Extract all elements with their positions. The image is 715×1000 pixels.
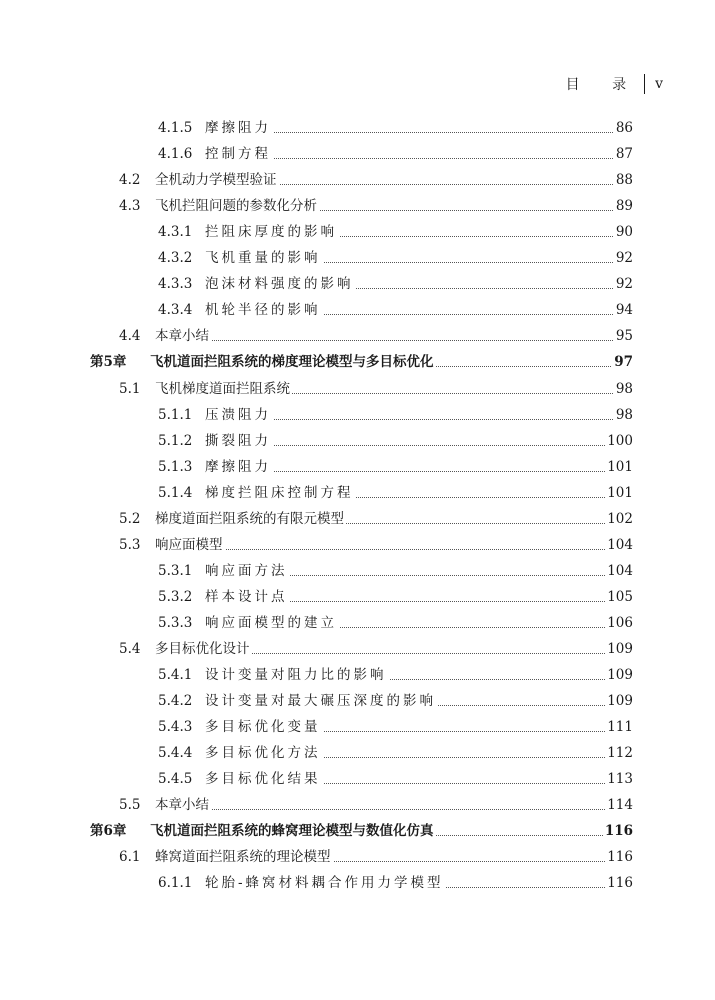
toc-chapter-entry bbox=[0, 820, 715, 842]
toc-entry-page: 109 bbox=[605, 664, 633, 686]
toc-entry bbox=[0, 716, 715, 738]
toc-entry-page: 102 bbox=[605, 508, 633, 530]
toc-entry bbox=[0, 638, 715, 660]
toc-entry bbox=[0, 482, 715, 504]
toc-entry-page: 92 bbox=[614, 247, 633, 269]
toc-entry-page: 101 bbox=[605, 456, 633, 478]
running-head-divider bbox=[644, 74, 645, 94]
dot-leader bbox=[155, 549, 625, 550]
toc-entry-number: 5.4.2 bbox=[158, 693, 193, 710]
toc-entry-number: 6.1 bbox=[119, 849, 141, 866]
toc-entry-page: 90 bbox=[614, 221, 633, 243]
toc-entry-title: 飞机梯度道面拦阻系统 bbox=[155, 378, 292, 400]
toc-entry-page: 100 bbox=[605, 430, 633, 452]
toc-entry-number: 5.3.2 bbox=[158, 588, 193, 605]
dot-leader bbox=[155, 340, 625, 341]
toc-entry bbox=[0, 846, 715, 868]
toc-entry-title: 响应面方法 bbox=[205, 560, 290, 582]
toc-entry-page: 89 bbox=[614, 195, 633, 217]
toc-entry bbox=[0, 664, 715, 686]
toc-entry bbox=[0, 430, 715, 452]
toc-entry-page: 98 bbox=[614, 378, 633, 400]
running-head-page-number: v bbox=[655, 76, 663, 92]
toc-entry-page: 105 bbox=[605, 586, 633, 608]
toc-entry-title: 飞机道面拦阻系统的梯度理论模型与多目标优化 bbox=[150, 351, 436, 373]
toc-entry-page: 116 bbox=[603, 820, 633, 842]
toc-entry-title: 设计变量对阻力比的影响 bbox=[205, 664, 389, 686]
toc-entry bbox=[0, 872, 715, 894]
toc-chapter-entry bbox=[0, 351, 715, 373]
toc-entry-page: 86 bbox=[614, 117, 633, 139]
toc-entry-title: 摩擦阻力 bbox=[205, 117, 273, 139]
toc-entry bbox=[0, 247, 715, 269]
toc-entry-number: 5.1.3 bbox=[158, 458, 193, 475]
toc-entry-title: 响应面模型 bbox=[155, 534, 225, 556]
toc-entry-title: 多目标优化设计 bbox=[155, 638, 252, 660]
toc-entry-title: 泡沫材料强度的影响 bbox=[205, 273, 356, 295]
toc-entry-page: 112 bbox=[605, 742, 633, 764]
toc-entry-number: 5.1.4 bbox=[158, 484, 193, 501]
toc-entry-page: 92 bbox=[614, 273, 633, 295]
toc-entry-title: 响应面模型的建立 bbox=[205, 612, 339, 634]
toc-entry-title: 多目标优化变量 bbox=[205, 716, 323, 738]
toc-entry-number: 5.2 bbox=[119, 510, 141, 527]
toc-entry-page: 106 bbox=[605, 612, 633, 634]
toc-entry-page: 116 bbox=[605, 846, 633, 868]
toc-entry-number: 4.3.1 bbox=[158, 224, 193, 241]
toc-entry-title: 设计变量对最大碾压深度的影响 bbox=[205, 690, 438, 712]
toc-entry-number: 5.5 bbox=[119, 797, 141, 814]
toc-entry-page: 109 bbox=[605, 690, 633, 712]
toc-entry-page: 113 bbox=[605, 768, 633, 790]
toc-entry-title: 样本设计点 bbox=[205, 586, 290, 608]
toc-entry-number: 5.1.1 bbox=[158, 406, 193, 423]
toc-entry bbox=[0, 325, 715, 347]
toc-entry-title: 拦阻床厚度的影响 bbox=[205, 221, 339, 243]
toc-entry-title: 本章小结 bbox=[155, 325, 211, 347]
toc-entry-number: 5.1.2 bbox=[158, 432, 193, 449]
toc-entry-page: 111 bbox=[605, 716, 633, 738]
toc-entry-number: 5.4.3 bbox=[158, 719, 193, 736]
toc-entry-number: 4.1.5 bbox=[158, 120, 193, 136]
toc-entry-number: 5.4 bbox=[119, 641, 141, 657]
toc-entry-number: 4.3 bbox=[119, 198, 141, 215]
toc-entry-number: 4.1.6 bbox=[158, 146, 193, 163]
toc-entry-title: 多目标优化结果 bbox=[205, 768, 323, 790]
running-head bbox=[566, 74, 663, 94]
toc-entry bbox=[0, 586, 715, 608]
toc-entry bbox=[0, 117, 715, 139]
toc-entry-page: 94 bbox=[614, 299, 633, 321]
toc-entry-title: 蜂窝道面拦阻系统的理论模型 bbox=[155, 846, 333, 868]
toc-entry-title: 本章小结 bbox=[155, 794, 211, 816]
toc-entry bbox=[0, 221, 715, 243]
toc-entry-number: 5.3.1 bbox=[158, 562, 193, 579]
toc-entry bbox=[0, 742, 715, 764]
toc-entry-page: 87 bbox=[614, 143, 633, 165]
toc-entry-title: 梯度拦阻床控制方程 bbox=[205, 482, 356, 504]
toc-entry-number: 4.3.4 bbox=[158, 302, 193, 319]
toc-entry-page: 101 bbox=[605, 482, 633, 504]
toc-entry-title: 机轮半径的影响 bbox=[205, 299, 323, 321]
toc-entry bbox=[0, 299, 715, 321]
toc-entry-page: 116 bbox=[605, 872, 633, 894]
toc-entry-number: 4.2 bbox=[119, 172, 141, 189]
toc-entry-title: 控制方程 bbox=[205, 143, 273, 165]
toc-entry-page: 97 bbox=[612, 351, 633, 373]
dot-leader bbox=[155, 809, 625, 810]
toc-entry-number: 6.1.1 bbox=[158, 875, 193, 892]
toc-entry bbox=[0, 768, 715, 790]
toc-entry-page: 104 bbox=[605, 534, 633, 556]
toc-entry-title: 轮胎-蜂窝材料耦合作用力学模型 bbox=[205, 872, 446, 894]
toc-entry bbox=[0, 404, 715, 426]
toc-entry bbox=[0, 273, 715, 295]
toc-entry-page: 114 bbox=[605, 794, 633, 816]
toc-entry-title: 多目标优化方法 bbox=[205, 742, 323, 764]
running-head-title: 目 录 bbox=[565, 77, 641, 93]
toc-entry-number: 第5章 bbox=[90, 354, 127, 371]
toc-entry-title: 飞机重量的影响 bbox=[205, 247, 323, 269]
toc-entry-number: 5.1 bbox=[119, 380, 141, 397]
toc-entry-title: 压溃阻力 bbox=[205, 404, 273, 426]
toc-entry-title: 撕裂阻力 bbox=[205, 430, 273, 452]
toc-entry-page: 98 bbox=[614, 404, 633, 426]
toc-entry bbox=[0, 560, 715, 582]
toc-entry bbox=[0, 690, 715, 712]
toc-entry-number: 5.4.5 bbox=[158, 771, 193, 788]
toc-entry bbox=[0, 508, 715, 530]
toc-entry-title: 全机动力学模型验证 bbox=[155, 169, 279, 191]
toc-entry-number: 5.4.4 bbox=[158, 745, 193, 762]
toc-entry bbox=[0, 143, 715, 165]
toc-entry bbox=[0, 169, 715, 191]
toc-entry-number: 第6章 bbox=[90, 823, 127, 840]
toc-entry-page: 109 bbox=[605, 638, 633, 660]
toc-entry bbox=[0, 456, 715, 478]
toc-entry bbox=[0, 534, 715, 556]
toc-entry-number: 4.3.2 bbox=[158, 250, 193, 267]
toc-entry bbox=[0, 195, 715, 217]
toc-entry-title: 摩擦阻力 bbox=[205, 456, 273, 478]
toc-entry-number: 5.3.3 bbox=[158, 614, 193, 631]
toc-entry-number: 5.4.1 bbox=[158, 667, 193, 684]
toc-entry-page: 95 bbox=[614, 325, 633, 347]
toc-entry-number: 5.3 bbox=[119, 536, 141, 553]
toc-entry bbox=[0, 612, 715, 634]
toc-entry-page: 88 bbox=[614, 169, 633, 191]
toc-entry-number: 4.3.3 bbox=[158, 276, 193, 293]
toc-entry-page: 104 bbox=[605, 560, 633, 582]
toc-entry-title: 飞机道面拦阻系统的蜂窝理论模型与数值化仿真 bbox=[150, 820, 436, 842]
toc-entry bbox=[0, 794, 715, 816]
toc-entry-title: 飞机拦阻问题的参数化分析 bbox=[155, 195, 319, 217]
toc-entry bbox=[0, 378, 715, 400]
toc-entry-number: 4.4 bbox=[119, 328, 141, 345]
toc-entry-title: 梯度道面拦阻系统的有限元模型 bbox=[155, 508, 346, 530]
